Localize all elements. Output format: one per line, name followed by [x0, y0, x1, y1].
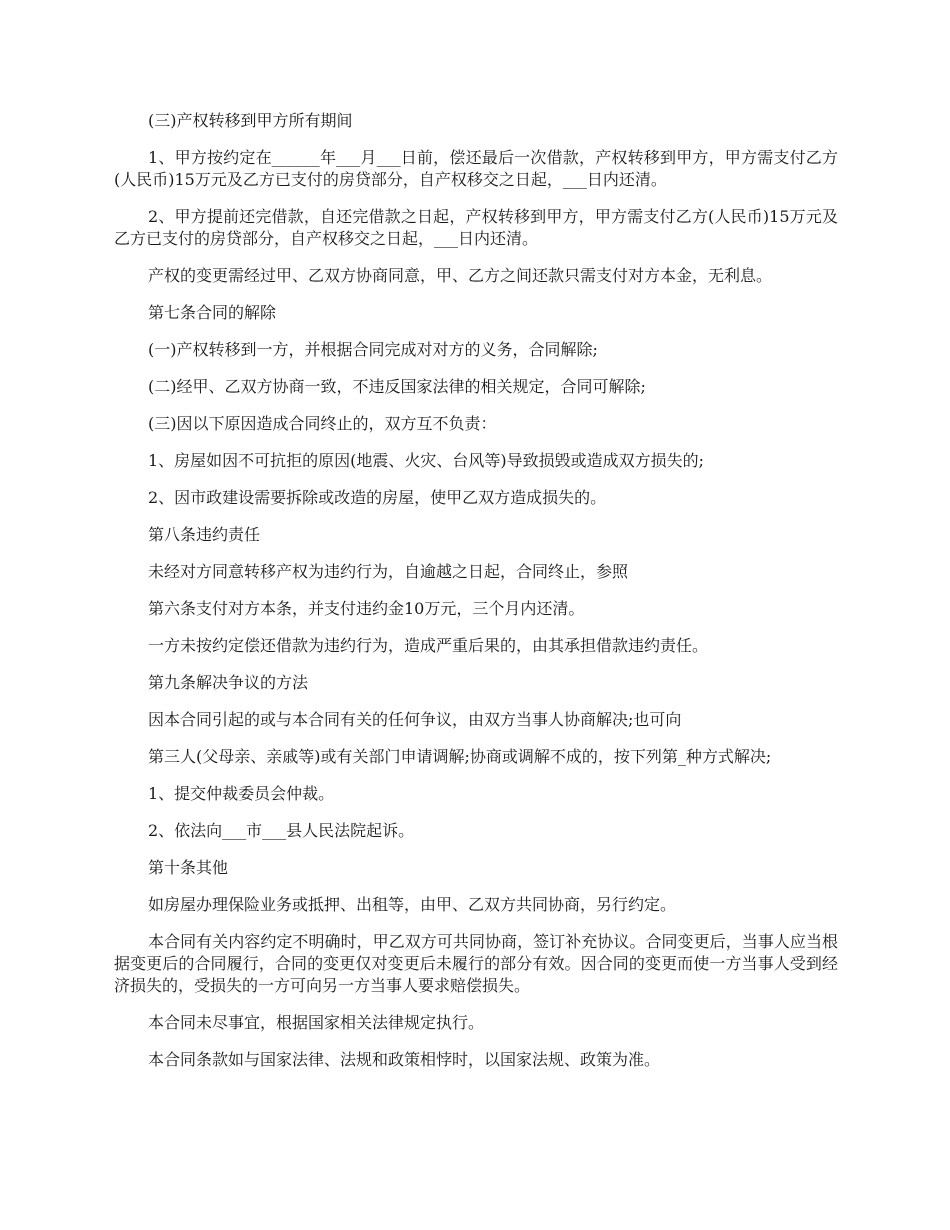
paragraph: 本合同有关内容约定不明确时，甲乙双方可共同协商，签订补充协议。合同变更后，当事人应当根据变更后的合同履行，合同的变更仅对变更后未履行的部分有效。因合同的变更而使一方当事人受到经济损失的，受损失的一方可向另一方当事人要求赔偿损失。 [114, 932, 838, 995]
paragraph: 一方未按约定偿还借款为违约行为，造成严重后果的，由其承担借款违约责任。 [148, 636, 709, 655]
paragraph: 1、甲方按约定在______年___月___日前，偿还最后一次借款，产权转移到甲方，甲方需支付乙方(人民币)15万元及乙方已支付的房贷部分，自产权移交之日起，___日内还清。 [114, 148, 838, 189]
paragraph: 1、房屋如因不可抗拒的原因(地震、火灾、台风等)导致损毁或造成双方损失的; [148, 451, 705, 470]
paragraph: 2、因市政建设需要拆除或改造的房屋，使甲乙双方造成损失的。 [148, 488, 607, 507]
paragraph: 1、提交仲裁委员会仲裁。 [148, 784, 335, 803]
section-heading: 第九条解决争议的方法 [148, 673, 309, 692]
section-heading: 第八条违约责任 [148, 525, 261, 544]
section-heading: 第十条其他 [148, 858, 229, 877]
section-heading: 第七条合同的解除 [148, 303, 277, 322]
paragraph: 产权的变更需经过甲、乙双方协商同意，甲、乙方之间还款只需支付对方本金，无利息。 [148, 266, 773, 285]
paragraph: 2、依法向___市___县人民法院起诉。 [148, 821, 415, 840]
paragraph: 第三人(父母亲、亲戚等)或有关部门申请调解;协商或调解不成的，按下列第_种方式解决; [148, 747, 772, 766]
paragraph: 本合同条款如与国家法律、法规和政策相悖时，以国家法规、政策为准。 [148, 1050, 661, 1069]
paragraph: 本合同未尽事宜，根据国家相关法律规定执行。 [148, 1013, 485, 1032]
paragraph: (三)产权转移到甲方所有期间 [148, 111, 353, 130]
paragraph: (一)产权转移到一方，并根据合同完成对对方的义务，合同解除; [148, 340, 598, 359]
paragraph: 未经对方同意转移产权为违约行为，自逾越之日起，合同终止，参照 [148, 562, 629, 581]
paragraph: 第六条支付对方本条，并支付违约金10万元，三个月内还清。 [148, 599, 585, 618]
document-body [114, 110, 838, 1086]
paragraph: 如房屋办理保险业务或抵押、出租等，由甲、乙双方共同协商，另行约定。 [148, 895, 677, 914]
paragraph: (三)因以下原因造成合同终止的，双方互不负责： [148, 414, 497, 433]
paragraph: 2、甲方提前还完借款，自还完借款之日起，产权转移到甲方，甲方需支付乙方(人民币)15万元及乙方已支付的房贷部分，自产权移交之日起，___日内还清。 [114, 207, 838, 248]
paragraph: 因本合同引起的或与本合同有关的任何争议，由双方当事人协商解决;也可向 [148, 710, 682, 729]
paragraph: (二)经甲、乙双方协商一致，不违反国家法律的相关规定，合同可解除; [148, 377, 646, 396]
